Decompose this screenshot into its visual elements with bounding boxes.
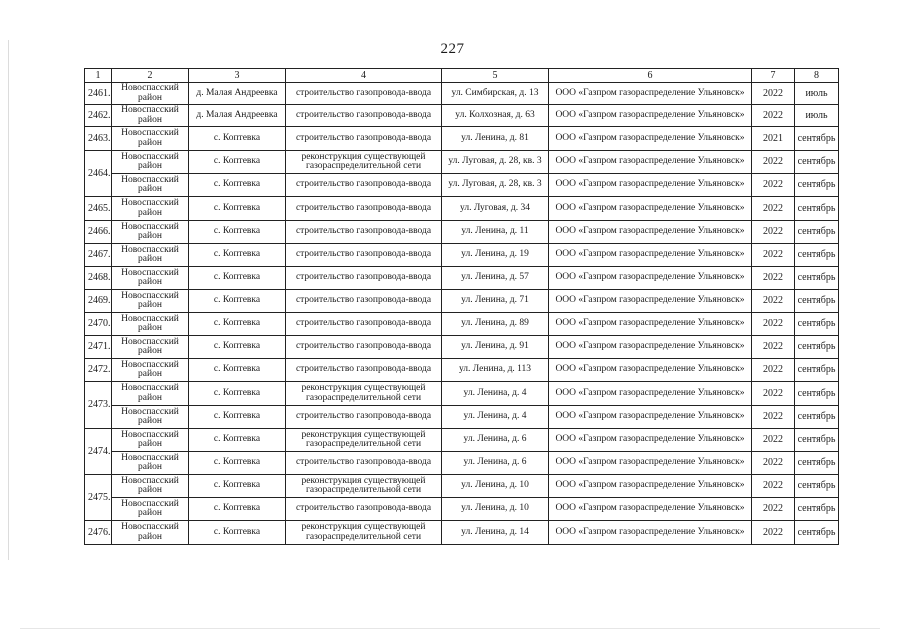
- settlement-cell: с. Коптевка: [189, 452, 286, 475]
- address-cell: ул. Ленина, д. 10: [442, 498, 549, 521]
- address-cell: ул. Луговая, д. 28, кв. 3: [442, 174, 549, 197]
- organization-cell: ООО «Газпром газораспределение Ульяновск»: [549, 521, 752, 545]
- settlement-cell: с. Коптевка: [189, 151, 286, 174]
- month-cell: сентябрь: [795, 406, 839, 429]
- row-number-cell: 2475.: [85, 475, 112, 521]
- settlement-cell: д. Малая Андреевка: [189, 105, 286, 127]
- year-cell: 2022: [752, 221, 795, 244]
- month-cell: сентябрь: [795, 452, 839, 475]
- column-header: 8: [795, 69, 839, 83]
- settlement-cell: с. Коптевка: [189, 313, 286, 336]
- organization-cell: ООО «Газпром газораспределение Ульяновск»: [549, 336, 752, 359]
- district-cell: Новоспасский район: [112, 336, 189, 359]
- column-number-row: [85, 69, 839, 83]
- month-cell: сентябрь: [795, 382, 839, 406]
- district-cell: Новоспасский район: [112, 197, 189, 221]
- table-body: [85, 83, 839, 545]
- table-row: [85, 429, 839, 452]
- year-cell: 2022: [752, 105, 795, 127]
- row-number-cell: 2461.: [85, 83, 112, 105]
- year-cell: 2022: [752, 406, 795, 429]
- month-cell: сентябрь: [795, 429, 839, 452]
- year-cell: 2022: [752, 83, 795, 105]
- table-row: [85, 475, 839, 498]
- address-cell: ул. Ленина, д. 57: [442, 267, 549, 290]
- district-cell: Новоспасский район: [112, 127, 189, 151]
- address-cell: ул. Ленина, д. 4: [442, 382, 549, 406]
- address-cell: ул. Ленина, д. 71: [442, 290, 549, 313]
- month-cell: сентябрь: [795, 359, 839, 382]
- work-description-cell: строительство газопровода-ввода: [286, 221, 442, 244]
- work-description-cell: строительство газопровода-ввода: [286, 105, 442, 127]
- work-description-cell: строительство газопровода-ввода: [286, 336, 442, 359]
- settlement-cell: д. Малая Андреевка: [189, 83, 286, 105]
- year-cell: 2022: [752, 336, 795, 359]
- work-description-cell: строительство газопровода-ввода: [286, 359, 442, 382]
- address-cell: ул. Ленина, д. 81: [442, 127, 549, 151]
- organization-cell: ООО «Газпром газораспределение Ульяновск»: [549, 83, 752, 105]
- month-cell: сентябрь: [795, 127, 839, 151]
- month-cell: сентябрь: [795, 151, 839, 174]
- month-cell: июль: [795, 105, 839, 127]
- settlement-cell: с. Коптевка: [189, 359, 286, 382]
- table-row: [85, 127, 839, 151]
- column-header: 3: [189, 69, 286, 83]
- organization-cell: ООО «Газпром газораспределение Ульяновск»: [549, 197, 752, 221]
- column-header: 4: [286, 69, 442, 83]
- address-cell: ул. Луговая, д. 34: [442, 197, 549, 221]
- work-description-cell: строительство газопровода-ввода: [286, 244, 442, 267]
- organization-cell: ООО «Газпром газораспределение Ульяновск»: [549, 498, 752, 521]
- settlement-cell: с. Коптевка: [189, 475, 286, 498]
- address-cell: ул. Ленина, д. 4: [442, 406, 549, 429]
- settlement-cell: с. Коптевка: [189, 174, 286, 197]
- organization-cell: ООО «Газпром газораспределение Ульяновск»: [549, 475, 752, 498]
- organization-cell: ООО «Газпром газораспределение Ульяновск»: [549, 382, 752, 406]
- table-row: [85, 313, 839, 336]
- table-row: [85, 267, 839, 290]
- work-description-cell: реконструкция существующей газораспределительной сети: [286, 429, 442, 452]
- organization-cell: ООО «Газпром газораспределение Ульяновск»: [549, 127, 752, 151]
- settlement-cell: с. Коптевка: [189, 197, 286, 221]
- work-description-cell: реконструкция существующей газораспределительной сети: [286, 151, 442, 174]
- organization-cell: ООО «Газпром газораспределение Ульяновск»: [549, 105, 752, 127]
- row-number-cell: 2472.: [85, 359, 112, 382]
- column-header: 6: [549, 69, 752, 83]
- table-row: [85, 83, 839, 105]
- address-cell: ул. Ленина, д. 19: [442, 244, 549, 267]
- row-number-cell: 2473.: [85, 382, 112, 429]
- month-cell: сентябрь: [795, 267, 839, 290]
- column-header: 5: [442, 69, 549, 83]
- address-cell: ул. Ленина, д. 10: [442, 475, 549, 498]
- row-number-cell: 2462.: [85, 105, 112, 127]
- year-cell: 2022: [752, 151, 795, 174]
- month-cell: сентябрь: [795, 290, 839, 313]
- work-description-cell: реконструкция существующей газораспределительной сети: [286, 475, 442, 498]
- work-description-cell: строительство газопровода-ввода: [286, 83, 442, 105]
- settlement-cell: с. Коптевка: [189, 244, 286, 267]
- district-cell: Новоспасский район: [112, 105, 189, 127]
- row-number-cell: 2463.: [85, 127, 112, 151]
- address-cell: ул. Ленина, д. 113: [442, 359, 549, 382]
- district-cell: Новоспасский район: [112, 475, 189, 498]
- work-description-cell: реконструкция существующей газораспределительной сети: [286, 382, 442, 406]
- organization-cell: ООО «Газпром газораспределение Ульяновск»: [549, 174, 752, 197]
- year-cell: 2022: [752, 290, 795, 313]
- month-cell: сентябрь: [795, 498, 839, 521]
- work-description-cell: строительство газопровода-ввода: [286, 313, 442, 336]
- row-number-cell: 2465.: [85, 197, 112, 221]
- work-description-cell: строительство газопровода-ввода: [286, 498, 442, 521]
- year-cell: 2021: [752, 127, 795, 151]
- table-row: [85, 244, 839, 267]
- settlement-cell: с. Коптевка: [189, 521, 286, 545]
- row-number-cell: 2468.: [85, 267, 112, 290]
- row-number-cell: 2469.: [85, 290, 112, 313]
- district-cell: Новоспасский район: [112, 151, 189, 174]
- organization-cell: ООО «Газпром газораспределение Ульяновск»: [549, 313, 752, 336]
- month-cell: сентябрь: [795, 221, 839, 244]
- organization-cell: ООО «Газпром газораспределение Ульяновск»: [549, 406, 752, 429]
- district-cell: Новоспасский район: [112, 452, 189, 475]
- year-cell: 2022: [752, 452, 795, 475]
- address-cell: ул. Ленина, д. 89: [442, 313, 549, 336]
- settlement-cell: с. Коптевка: [189, 382, 286, 406]
- address-cell: ул. Ленина, д. 11: [442, 221, 549, 244]
- address-cell: ул. Ленина, д. 6: [442, 452, 549, 475]
- settlement-cell: с. Коптевка: [189, 290, 286, 313]
- district-cell: Новоспасский район: [112, 382, 189, 406]
- table-row: [85, 406, 839, 429]
- row-number-cell: 2470.: [85, 313, 112, 336]
- month-cell: сентябрь: [795, 521, 839, 545]
- district-cell: Новоспасский район: [112, 313, 189, 336]
- page-number: 227: [440, 41, 465, 57]
- year-cell: 2022: [752, 475, 795, 498]
- district-cell: Новоспасский район: [112, 244, 189, 267]
- table-row: [85, 336, 839, 359]
- district-cell: Новоспасский район: [112, 83, 189, 105]
- month-cell: сентябрь: [795, 475, 839, 498]
- address-cell: ул. Ленина, д. 14: [442, 521, 549, 545]
- district-cell: Новоспасский район: [112, 429, 189, 452]
- row-number-cell: 2467.: [85, 244, 112, 267]
- address-cell: ул. Колхозная, д. 63: [442, 105, 549, 127]
- district-cell: Новоспасский район: [112, 221, 189, 244]
- year-cell: 2022: [752, 313, 795, 336]
- organization-cell: ООО «Газпром газораспределение Ульяновск»: [549, 359, 752, 382]
- table-row: [85, 382, 839, 406]
- year-cell: 2022: [752, 267, 795, 290]
- year-cell: 2022: [752, 429, 795, 452]
- address-cell: ул. Луговая, д. 28, кв. 3: [442, 151, 549, 174]
- row-number-cell: 2476.: [85, 521, 112, 545]
- year-cell: 2022: [752, 498, 795, 521]
- table-row: [85, 221, 839, 244]
- organization-cell: ООО «Газпром газораспределение Ульяновск»: [549, 221, 752, 244]
- register-table: [84, 68, 839, 545]
- column-header: 7: [752, 69, 795, 83]
- work-description-cell: строительство газопровода-ввода: [286, 127, 442, 151]
- work-description-cell: реконструкция существующей газораспределительной сети: [286, 521, 442, 545]
- table-row: [85, 452, 839, 475]
- settlement-cell: с. Коптевка: [189, 127, 286, 151]
- scan-artifact-left: [8, 40, 9, 560]
- work-description-cell: строительство газопровода-ввода: [286, 406, 442, 429]
- table-row: [85, 521, 839, 545]
- scan-artifact-bottom: [20, 628, 880, 629]
- organization-cell: ООО «Газпром газораспределение Ульяновск»: [549, 244, 752, 267]
- work-description-cell: строительство газопровода-ввода: [286, 267, 442, 290]
- work-description-cell: строительство газопровода-ввода: [286, 197, 442, 221]
- district-cell: Новоспасский район: [112, 174, 189, 197]
- settlement-cell: с. Коптевка: [189, 221, 286, 244]
- row-number-cell: 2464.: [85, 151, 112, 197]
- month-cell: июль: [795, 83, 839, 105]
- work-description-cell: строительство газопровода-ввода: [286, 174, 442, 197]
- year-cell: 2022: [752, 521, 795, 545]
- district-cell: Новоспасский район: [112, 498, 189, 521]
- month-cell: сентябрь: [795, 244, 839, 267]
- district-cell: Новоспасский район: [112, 521, 189, 545]
- table-row: [85, 151, 839, 174]
- address-cell: ул. Ленина, д. 6: [442, 429, 549, 452]
- year-cell: 2022: [752, 244, 795, 267]
- settlement-cell: с. Коптевка: [189, 429, 286, 452]
- work-description-cell: строительство газопровода-ввода: [286, 290, 442, 313]
- year-cell: 2022: [752, 382, 795, 406]
- organization-cell: ООО «Газпром газораспределение Ульяновск»: [549, 151, 752, 174]
- year-cell: 2022: [752, 359, 795, 382]
- table-row: [85, 174, 839, 197]
- row-number-cell: 2474.: [85, 429, 112, 475]
- year-cell: 2022: [752, 197, 795, 221]
- settlement-cell: с. Коптевка: [189, 406, 286, 429]
- organization-cell: ООО «Газпром газораспределение Ульяновск»: [549, 267, 752, 290]
- address-cell: ул. Симбирская, д. 13: [442, 83, 549, 105]
- district-cell: Новоспасский район: [112, 267, 189, 290]
- column-header: 2: [112, 69, 189, 83]
- settlement-cell: с. Коптевка: [189, 267, 286, 290]
- month-cell: сентябрь: [795, 174, 839, 197]
- month-cell: сентябрь: [795, 336, 839, 359]
- work-description-cell: строительство газопровода-ввода: [286, 452, 442, 475]
- row-number-cell: 2466.: [85, 221, 112, 244]
- organization-cell: ООО «Газпром газораспределение Ульяновск»: [549, 290, 752, 313]
- district-cell: Новоспасский район: [112, 406, 189, 429]
- table-row: [85, 290, 839, 313]
- address-cell: ул. Ленина, д. 91: [442, 336, 549, 359]
- table-row: [85, 197, 839, 221]
- table-row: [85, 359, 839, 382]
- table-row: [85, 105, 839, 127]
- year-cell: 2022: [752, 174, 795, 197]
- month-cell: сентябрь: [795, 313, 839, 336]
- column-header: 1: [85, 69, 112, 83]
- district-cell: Новоспасский район: [112, 359, 189, 382]
- row-number-cell: 2471.: [85, 336, 112, 359]
- month-cell: сентябрь: [795, 197, 839, 221]
- organization-cell: ООО «Газпром газораспределение Ульяновск»: [549, 452, 752, 475]
- table-row: [85, 498, 839, 521]
- settlement-cell: с. Коптевка: [189, 336, 286, 359]
- settlement-cell: с. Коптевка: [189, 498, 286, 521]
- district-cell: Новоспасский район: [112, 290, 189, 313]
- organization-cell: ООО «Газпром газораспределение Ульяновск»: [549, 429, 752, 452]
